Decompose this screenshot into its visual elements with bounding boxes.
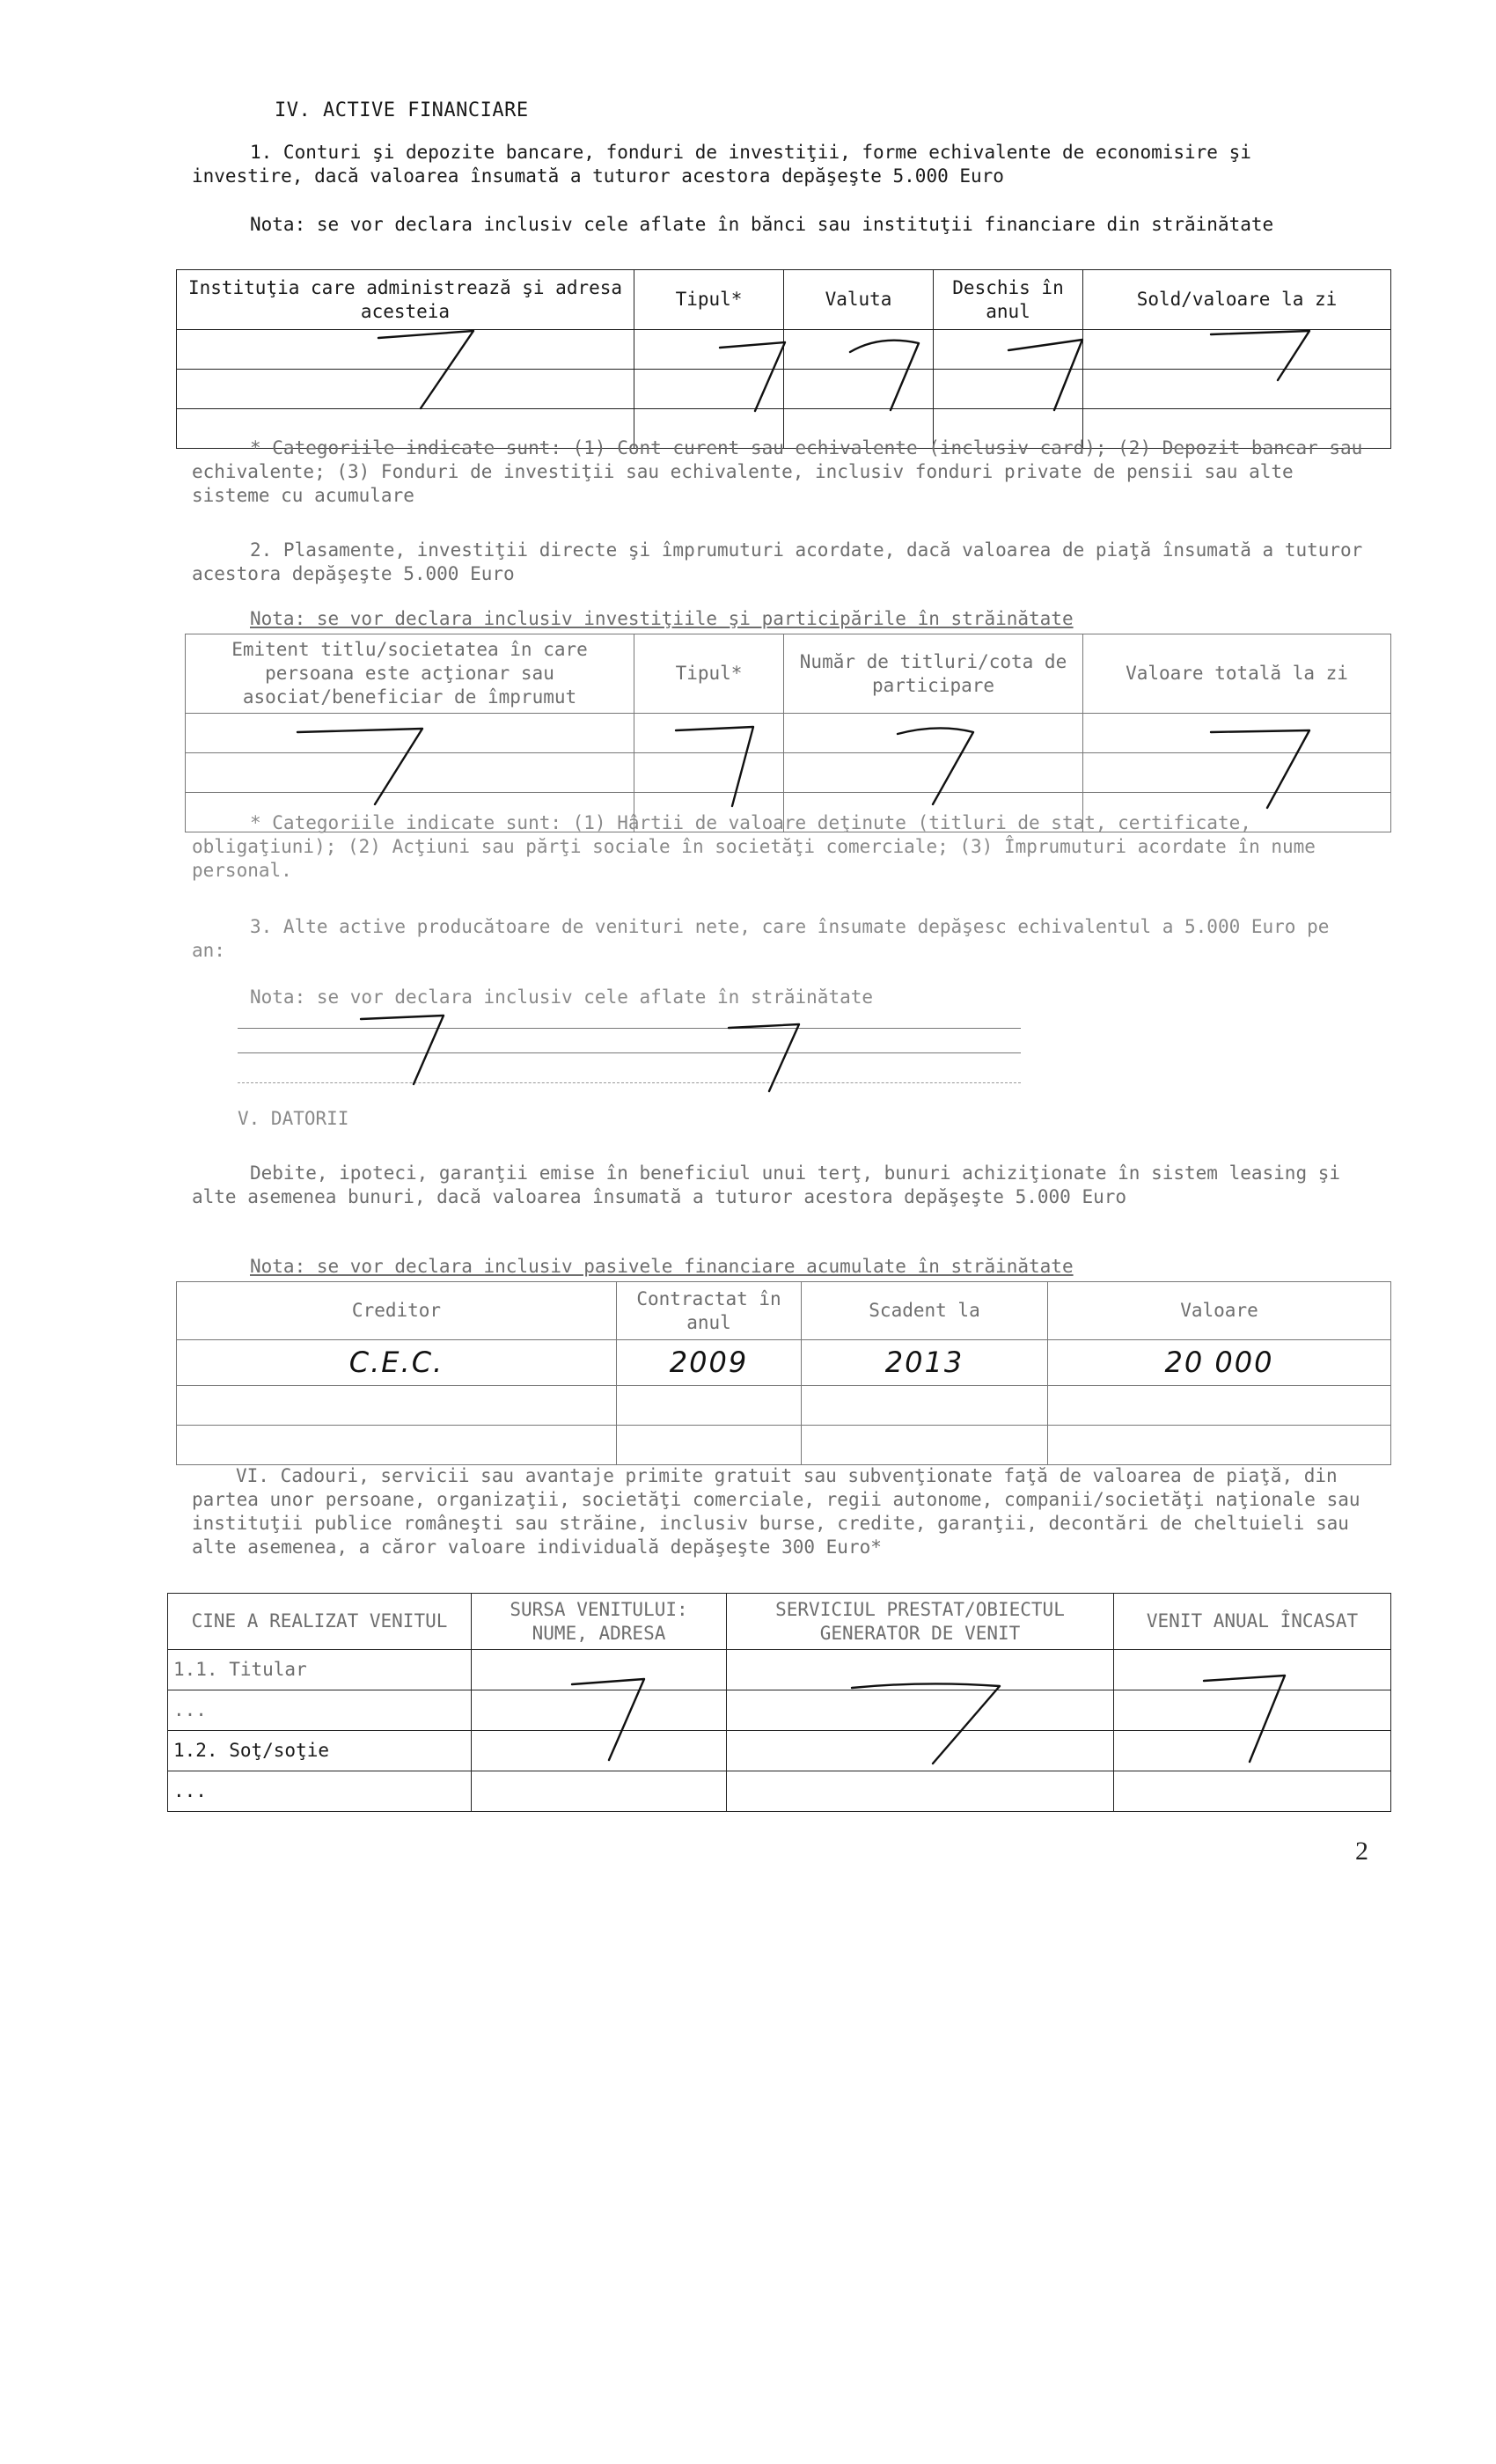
creditor-value: C.E.C. xyxy=(348,1346,444,1380)
section-iv-title: IV. ACTIVE FINANCIARE xyxy=(275,99,529,121)
col-header-annual-income: VENIT ANUAL ÎNCASAT xyxy=(1114,1594,1391,1650)
col-header-service: SERVICIUL PRESTAT/OBIECTUL GENERATOR DE VENIT xyxy=(727,1594,1114,1650)
col-header-contracted-year: Contractat în anul xyxy=(617,1282,802,1340)
contracted-year-value: 2009 xyxy=(669,1346,749,1380)
col-header-creditor: Creditor xyxy=(177,1282,617,1340)
page-number: 2 xyxy=(1355,1837,1368,1866)
col-header-shares: Număr de titluri/cota de participare xyxy=(784,634,1083,714)
section-iv-note-1: Nota: se vor declara inclusiv cele aflate în bănci sau instituţii financiare din străinătate xyxy=(250,214,1274,235)
handwritten-dash-mark xyxy=(370,319,493,415)
section-vi-paragraph: VI. Cadouri, servicii sau avantaje primite gratuit sau subvenţionate faţă de valoarea de piaţă, din partea unor persoane, organizaţii, societăţi comerciale, regii autonome, companii/societăţi naţionale sau instituţii publice româneşti sau străine, inclusiv burse, credite, garanţii, decontări de cheltuieli sau alte asemenea, a căror valoare individuală depăşeşte 300 Euro* xyxy=(192,1465,1360,1558)
handwritten-dash-mark xyxy=(845,327,933,415)
debt-value: 20 000 xyxy=(1164,1346,1274,1380)
row-label: 1.2. Soţ/soţie xyxy=(168,1731,472,1771)
handwritten-dash-mark xyxy=(352,1003,475,1091)
col-header-type: Tipul* xyxy=(634,634,784,714)
handwritten-dash-mark xyxy=(1206,320,1329,391)
debts-table xyxy=(176,1281,1391,1465)
handwritten-dash-mark xyxy=(889,715,994,811)
due-year-value: 2013 xyxy=(884,1346,964,1380)
section-v-note: Nota: se vor declara inclusiv pasivele financiare acumulate în străinătate xyxy=(250,1256,1074,1277)
handwritten-dash-mark xyxy=(1003,327,1091,415)
col-header-source: SURSA VENITULUI: NUME, ADRESA xyxy=(472,1594,727,1650)
section-iv-footnote-2: * Categoriile indicate sunt: (1) Hârtii de valoare deţinute (titluri de stat, certificate, obligaţiuni); (2) Acţiuni sau părţi sociale în societăţi comerciale; (3) Împrumuturi acordate în nume personal. xyxy=(192,812,1316,881)
section-v-paragraph: Debite, ipoteci, garanţii emise în beneficiul unui terţ, bunuri achiziţionate în sistem leasing şi alte asemenea bunuri, dacă valoarea însumată a tuturor acestora depăşeşte 5.000 Euro xyxy=(192,1162,1341,1207)
col-header-due-date: Scadent la xyxy=(802,1282,1048,1340)
section-iv-note-3: Nota: se vor declara inclusiv cele aflate în străinătate xyxy=(250,986,874,1008)
handwritten-dash-mark xyxy=(1206,716,1329,813)
section-iv-footnote-1: * Categoriile indicate sunt: (1) Cont curent sau echivalente (inclusiv card); (2) Depozit bancar sau echivalente; (3) Fonduri de investiţii sau echivalente, inclusiv fonduri private de pensii sau alte sisteme cu acumulare xyxy=(192,437,1363,506)
col-header-value: Valoare xyxy=(1048,1282,1391,1340)
handwritten-dash-mark xyxy=(845,1672,1021,1769)
table-row xyxy=(168,1771,1391,1812)
col-header-currency: Valuta xyxy=(784,270,934,330)
row-label: 1.1. Titular xyxy=(168,1650,472,1690)
table-row xyxy=(177,1386,1391,1426)
handwritten-dash-mark xyxy=(722,1012,818,1100)
col-header-type: Tipul* xyxy=(634,270,784,330)
row-label: ... xyxy=(168,1771,472,1812)
col-header-balance: Sold/valoare la zi xyxy=(1083,270,1391,330)
section-iv-paragraph-3: 3. Alte active producătoare de venituri nete, care însumate depăşesc echivalentul a 5.000 Euro pe an: xyxy=(192,916,1330,961)
handwritten-dash-mark xyxy=(713,330,801,418)
col-header-who: CINE A REALIZAT VENITUL xyxy=(168,1594,472,1650)
handwritten-dash-mark xyxy=(563,1663,660,1769)
section-v-title: V. DATORII xyxy=(238,1108,349,1129)
col-header-issuer: Emitent titlu/societatea în care persoana este acţionar sau asociat/beneficiar de împrumut xyxy=(186,634,634,714)
col-header-institution: Instituţia care administrează şi adresa acesteia xyxy=(177,270,634,330)
col-header-total-value: Valoare totală la zi xyxy=(1083,634,1391,714)
section-iv-paragraph-1: 1. Conturi şi depozite bancare, fonduri de investiţii, forme echivalente de economisire şi investire, dacă valoarea însumată a tuturor acestora depăşeşte 5.000 Euro xyxy=(192,142,1251,187)
handwritten-dash-mark xyxy=(669,715,774,811)
section-iv-note-2: Nota: se vor declara inclusiv investiţiile şi participările în străinătate xyxy=(250,608,1074,629)
table-row xyxy=(177,1340,1391,1386)
table-row xyxy=(177,1426,1391,1465)
row-label: ... xyxy=(168,1690,472,1731)
col-header-opened-year: Deschis în anul xyxy=(934,270,1083,330)
handwritten-dash-mark xyxy=(1197,1665,1302,1771)
handwritten-dash-mark xyxy=(290,715,449,811)
section-iv-paragraph-2: 2. Plasamente, investiţii directe şi împrumuturi acordate, dacă valoarea de piaţă însumată a tuturor acestora depăşeşte 5.000 Euro xyxy=(192,539,1363,584)
